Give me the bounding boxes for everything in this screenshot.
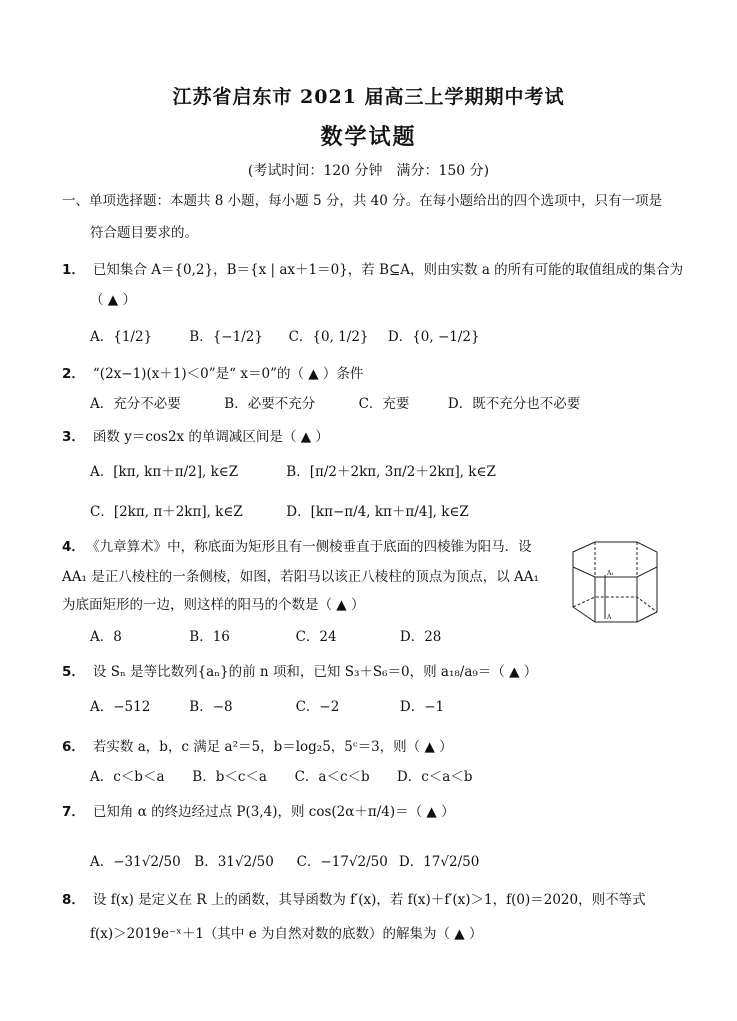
question-stem: 设 Sₙ 是等比数列{aₙ}的前 n 项和，已知 S₃＋S₆＝0，则 a₁₈/a₉＝（ ▲ ） xyxy=(92,664,538,680)
option-c: C．−17√2/50 xyxy=(296,854,388,870)
question-stem: 已知集合 A＝{0,2}，B＝{x | ax＋1＝0}，若 B⊆A，则由实数 a 的所有可能的取值组成的集合为 xyxy=(92,262,684,278)
question-number: 7． xyxy=(62,804,85,820)
option-a: A．c＜b＜a xyxy=(90,769,165,785)
option-c: C．a＜c＜b xyxy=(294,769,370,785)
question-8 xyxy=(62,888,646,908)
question-number: 2． xyxy=(62,366,85,382)
option-a: A．−512 xyxy=(90,699,151,715)
option-c: C．充要 xyxy=(358,396,410,412)
question-8-stem-cont: f(x)＞2019e⁻ˣ＋1（其中 e 为自然对数的底数）的解集为（ ▲ ） xyxy=(90,926,483,942)
question-6 xyxy=(62,735,453,755)
option-c: C．−2 xyxy=(295,699,340,715)
question-2 xyxy=(62,362,363,382)
question-4-stem-cont-1: AA₁ 是正八棱柱的一条侧棱，如图，若阳马以该正八棱柱的顶点为顶点，以 AA₁ xyxy=(62,569,539,585)
question-number: 3． xyxy=(62,429,85,445)
option-b: B．[π/2＋2kπ, 3π/2＋2kπ], k∈Z xyxy=(286,464,496,480)
question-1-options xyxy=(90,325,480,345)
question-5 xyxy=(62,660,537,680)
option-b: B．16 xyxy=(189,629,230,645)
option-a: A．{1/2} xyxy=(90,329,153,345)
question-3 xyxy=(62,425,329,445)
option-b: B．−8 xyxy=(189,699,233,715)
option-d: D．[kπ−π/4, kπ＋π/4], k∈Z xyxy=(286,504,469,520)
exam-subtitle: 数学试题 xyxy=(320,124,417,150)
question-3-options-row2 xyxy=(90,500,469,520)
question-stem: “(2x−1)(x＋1)＜0”是“ x＝0”的（ ▲ ）条件 xyxy=(92,366,364,382)
option-a: A．[kπ, kπ＋π/2], k∈Z xyxy=(90,464,239,480)
option-a: A．8 xyxy=(90,629,122,645)
question-4 xyxy=(62,535,532,555)
question-7-options xyxy=(90,850,479,870)
option-d: D．c＜a＜b xyxy=(396,769,473,785)
question-number: 5． xyxy=(62,664,85,680)
question-stem: 《九章算术》中，称底面为矩形且有一侧棱垂直于底面的四棱锥为阳马．设 xyxy=(92,539,532,555)
option-a: A．−31√2/50 xyxy=(90,854,181,870)
label-a: A xyxy=(607,614,612,621)
question-number: 8． xyxy=(62,892,85,908)
question-7 xyxy=(62,800,455,820)
question-4-options xyxy=(90,625,441,645)
question-number: 4． xyxy=(62,539,85,555)
question-2-options xyxy=(90,392,580,412)
question-6-options xyxy=(90,765,472,785)
option-b: B．必要不充分 xyxy=(224,396,316,412)
exam-title: 江苏省启东市 2021 届高三上学期期中考试 xyxy=(172,86,565,108)
option-d: D．28 xyxy=(399,629,442,645)
option-c: C．[2kπ, π＋2kπ], k∈Z xyxy=(90,504,243,520)
question-1-stem-cont: （ ▲ ） xyxy=(90,292,136,308)
question-stem: 设 f(x) 是定义在 R 上的函数，其导函数为 f′(x)，若 f(x)＋f′(x)＞1，f(0)＝2020，则不等式 xyxy=(92,892,646,908)
label-a1: A₁ xyxy=(607,570,614,577)
option-d: D．{0, −1/2} xyxy=(387,329,480,345)
question-5-options xyxy=(90,695,444,715)
question-stem: 若实数 a，b，c 满足 a²＝5，b＝log₂5，5ᶜ＝3，则（ ▲ ） xyxy=(92,739,453,755)
section-line-2: 符合题目要求的。 xyxy=(90,225,198,241)
option-b: B．{−1/2} xyxy=(189,329,263,345)
option-b: B．b＜c＜a xyxy=(192,769,267,785)
section-line-1: 一、单项选择题：本题共 8 小题，每小题 5 分，共 40 分。在每小题给出的四个选项中，只有一项是 xyxy=(62,193,663,209)
option-c: C．{0, 1/2} xyxy=(288,329,369,345)
question-number: 1． xyxy=(62,262,85,278)
exam-info: (考试时间：120 分钟 满分：150 分) xyxy=(247,163,490,179)
question-1 xyxy=(62,258,683,278)
question-number: 6． xyxy=(62,739,85,755)
option-b: B．31√2/50 xyxy=(194,854,274,870)
option-d: D．−1 xyxy=(399,699,445,715)
option-c: C．24 xyxy=(295,629,337,645)
question-stem: 已知角 α 的终边经过点 P(3,4)，则 cos(2α＋π/4)＝（ ▲ ） xyxy=(92,804,455,820)
question-3-options-row1 xyxy=(90,460,496,480)
question-stem: 函数 y＝cos2x 的单调减区间是（ ▲ ） xyxy=(92,429,329,445)
option-a: A．充分不必要 xyxy=(90,396,181,412)
octagonal-prism-figure xyxy=(565,537,675,627)
option-d: D．17√2/50 xyxy=(398,854,480,870)
section-heading xyxy=(62,185,682,249)
question-4-stem-cont-2: 为底面矩形的一边，则这样的阳马的个数是（ ▲ ） xyxy=(62,597,365,613)
option-d: D．既不充分也不必要 xyxy=(447,396,581,412)
